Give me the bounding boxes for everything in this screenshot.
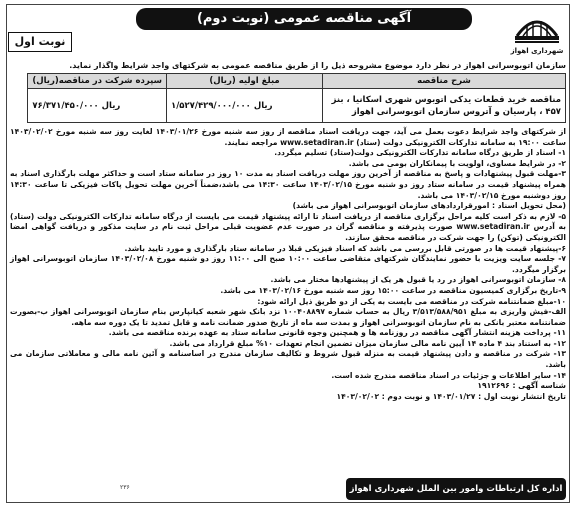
body-paragraph: ۱۳- شرکت در مناقصه و دادن پیشنهاد قیمت به منزله قبول شروط و تکالیف سازمان مندرج در اساسنامه و آئین نامه مالی و معاملاتی سازمان می باشد. bbox=[10, 349, 566, 370]
notice-id: شناسه آگهی : ۱۹۱۲۶۹۶ bbox=[477, 381, 566, 391]
tender-price: ۱/۵۲۷/۴۲۹/۰۰۰/۰۰۰ ریال bbox=[167, 89, 323, 123]
municipality-emblem-icon bbox=[513, 6, 561, 46]
body-paragraph: (محل تحویل اسناد : امورقراردادهای سازمان اتوبوسرانی اهواز می باشد) bbox=[292, 201, 566, 211]
body-paragraph: ۹-تاریخ برگزاری کمیسیون مناقصه در ساعت ۱۵:۰۰ روز سه شنبه مورخ ۱۴۰۳/۰۲/۱۶ می باشد. bbox=[220, 285, 566, 295]
footer-code: ۲۳۶ bbox=[120, 484, 130, 491]
municipality-logo bbox=[506, 6, 568, 62]
header-desc: شرح مناقصه bbox=[323, 74, 566, 89]
round-badge: نوبت اول bbox=[8, 32, 72, 52]
body-paragraph: ۶-پیشنهاد قیمت ها در صورتی قابل بررسی می باشد که اسناد فیزیکی قبلا در سامانه ستاد بارگذاری و مورد تایید باشد. bbox=[124, 243, 566, 253]
body-paragraph: ۳-مهلت قبول پیشنهادات و پاسخ به مناقصه از آخرین روز مهلت دریافت اسناد به مدت ۱۰ روز در سامانه ستاد است و حداکثر مهلت بارگذاری اسناد به همراه پیشنهاد قیمت در سامانه ستاد روز دو شنبه مورخ ۱۴۰۳/۰۲/۱۵ ساعت ۱۴:۳۰ می باشد،ضمناً آخرین مهلت تحویل پاکات فیزیکی تا ساعت ۱۴:۳۰ روز دوشنبه مورخ ۱۴۰۳/۰۲/۱۵ می باشد. bbox=[10, 169, 566, 200]
body-paragraph: الف-فیش واریزی به مبلغ ۳/۵۱۳/۵۸۸/۹۵۱ ریال به حساب شماره ۱۰۰۴۰۸۸۹۷ نزد بانک شهر شعبه کیانپارس بنام سازمان اتوبوسرانی اهواز ب-بصورت ضمانتنامه معتبر بانکی به نام سازمان اتوبوسرانی اهواز و بمدت سه ماه از تاریخ صدور ضمانت نامه و قابل تمدید تا یک دوره سه ماهه. bbox=[10, 307, 566, 327]
body-paragraph: ۱۴- سایر اطلاعات و جزئیات در اسناد مناقصه مندرج شده است. bbox=[331, 370, 566, 380]
logo-caption: شهرداری اهواز bbox=[510, 47, 564, 55]
header-bond: سپرده شرکت در مناقصه(ریال) bbox=[28, 74, 167, 89]
body-paragraph: ۱۰-مبلغ ضمانتنامه شرکت در مناقصه می بایست به یکی از دو طریق ذیل ارائه شود: bbox=[257, 296, 566, 306]
notice-title: آگهی مناقصه عمومی (نوبت دوم) bbox=[136, 8, 472, 30]
footer-org: اداره کل ارتباطات وامور بین الملل شهرداری اهواز bbox=[346, 478, 566, 500]
tender-description: مناقصه خرید قطعات یدکی اتوبوس شهری اسکانیا ، بنز ۴۵۷ ، پارسیان و آتروس سازمان اتوبوسرانی اهواز bbox=[323, 89, 566, 123]
table-row bbox=[28, 89, 566, 123]
table-header-row bbox=[28, 74, 566, 89]
body-paragraph: ۱۲- به استناد بند ۴ ماده ۱۴ آیین نامه مالی سازمان میزان تضمین انجام تعهدات ۱۰% مبلغ قرارداد می باشد. bbox=[169, 338, 566, 348]
body-paragraph: از شرکتهای واجد شرایط دعوت بعمل می آید، جهت دریافت اسناد مناقصه از روز سه شنبه مورخ ۱۴۰۳/۰۱/۲۶ لغایت روز سه شنبه مورخ ۱۴۰۳/۰۲/۰۲ ساعت ۱۹:۰۰ به سامانه تدارکات الکترونیکی دولت (ستاد) www.setadiran.ir مراجعه نمایند. bbox=[10, 127, 566, 147]
tender-bond: ۷۶/۳۷۱/۴۵۰/۰۰۰ ریال bbox=[28, 89, 167, 123]
body-paragraph: ۸- سازمان اتوبوسرانی اهواز در رد یا قبول هر یک از پیشنهادها مختار می باشد. bbox=[270, 275, 566, 285]
notice-header bbox=[8, 6, 568, 62]
notice-footer bbox=[10, 478, 566, 500]
notice-body bbox=[10, 127, 566, 402]
header-price: مبلغ اولیه (ریال) bbox=[167, 74, 323, 89]
body-paragraph: ۲- در شرایط مساوی، اولویت با پیمانکاران بومی می باشد. bbox=[348, 158, 566, 168]
body-paragraph: ۱- اسناد از طریق درگاه سامانه تدارکات الکترونیکی دولت(ستاد) تسلیم میگردد. bbox=[274, 148, 566, 158]
publish-dates: تاریخ انتشار نوبت اول : ۱۴۰۳/۰۱/۲۷ و نوبت دوم : ۱۴۰۳/۰۲/۰۲ bbox=[336, 391, 566, 401]
tender-table bbox=[27, 73, 566, 123]
body-paragraph: ۱۱- پرداخت هزینه انتشار آگهی مناقصه در روزنامه ها و همچنین وجوه قانونی سامانه ستاد به عهده برنده مناقصه می باشد. bbox=[108, 328, 566, 338]
body-paragraph: ۵- لازم به ذکر است کلیه مراحل برگزاری مناقصه از دریافت اسناد تا ارائه پیشنهاد قیمت می بایست از درگاه سامانه تدارکات الکترونیکی دولت (ستاد) به آدرس www.setadiran.ir صورت پذیرفته و مناقصه گران در صورت عدم عضویت قبلی مراحل ثبت نام در سایت مذکور و دریافت گواهی امضا الکترونیکی (توکن) را جهت شرکت در مناقصه محقق سازند. bbox=[10, 211, 566, 242]
intro-text: سازمان اتوبوسرانی اهواز در نظر دارد موضوع مشروحه ذیل را از طریق مناقصه عمومی به شرکتهای واجد شرایط واگذار نماید. bbox=[69, 61, 566, 70]
body-paragraph: ۷- جلسه سایت ویزیت با حضور نمایندگان شرکتهای متقاضی ساعت ۱۰:۰۰ صبح الی ۱۱:۰۰ روز دو شنبه مورخ ۱۴۰۳/۰۲/۰۸ سازمان اتوبوسرانی اهواز برگزار میگردد. bbox=[10, 254, 566, 274]
